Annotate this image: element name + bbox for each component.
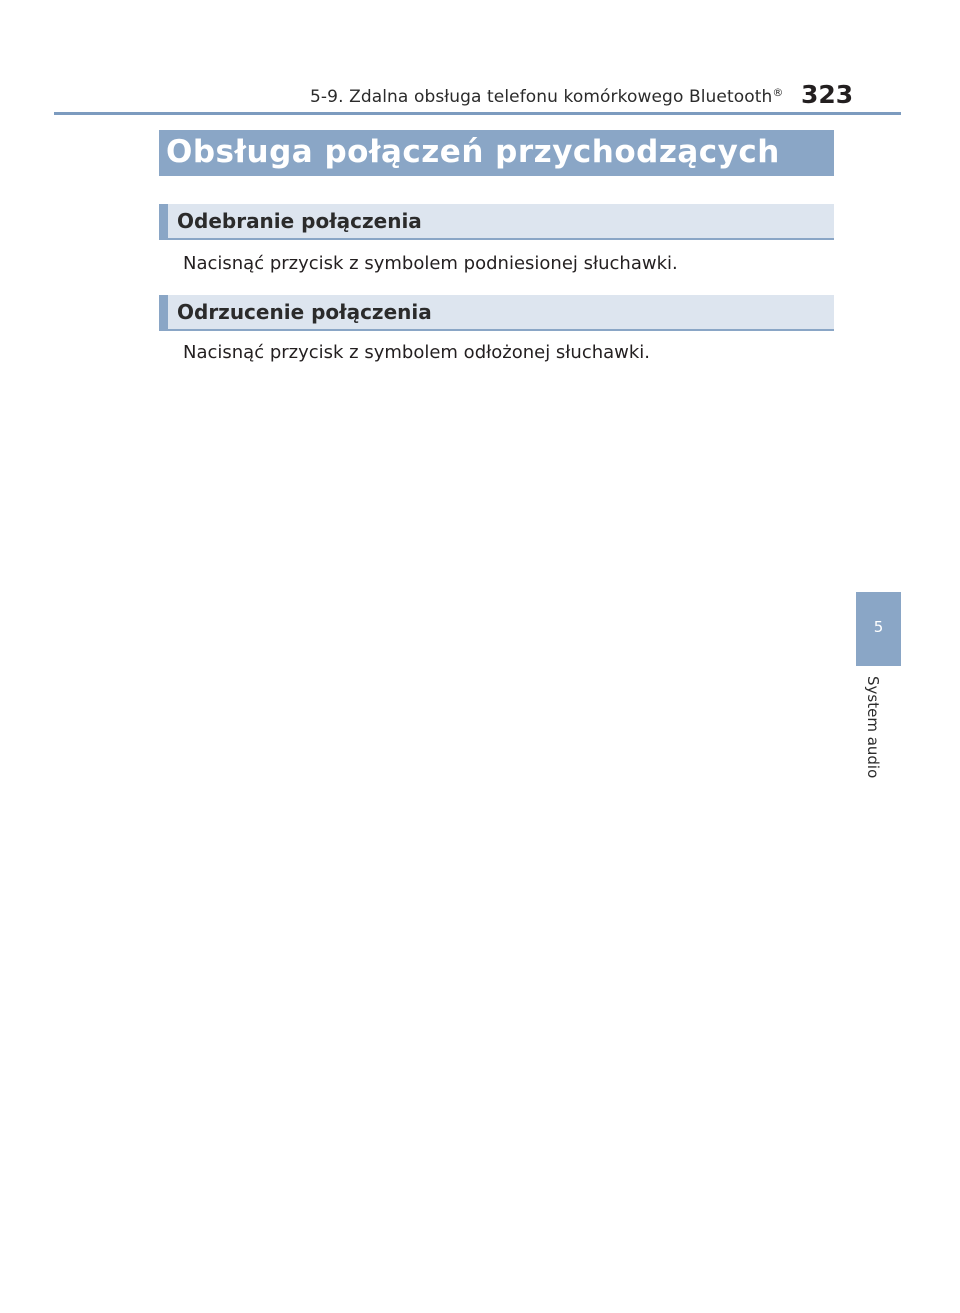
section-heading-accent — [159, 204, 168, 240]
section-heading-reject: Odrzucenie połączenia — [177, 300, 432, 324]
chapter-title: 5-9. Zdalna obsługa telefonu komórkowego Bluetooth — [310, 87, 773, 107]
page-number: 323 — [801, 80, 854, 109]
registered-mark: ® — [772, 86, 784, 99]
section-heading-accent — [159, 295, 168, 331]
running-header — [310, 86, 783, 107]
section-text-answer: Nacisnąć przycisk z symbolem podniesionej słuchawki. — [183, 253, 678, 274]
chapter-tab-label: System audio — [864, 676, 882, 779]
section-heading-bar-reject — [159, 295, 834, 331]
chapter-tab-number: 5 — [873, 618, 884, 636]
section-heading-bar-answer — [159, 204, 834, 240]
page-title: Obsługa połączeń przychodzących — [166, 134, 780, 170]
chapter-tab — [856, 592, 901, 666]
section-heading-answer: Odebranie połączenia — [177, 209, 422, 233]
header-rule — [54, 112, 901, 115]
section-text-reject: Nacisnąć przycisk z symbolem odłożonej słuchawki. — [183, 342, 651, 363]
